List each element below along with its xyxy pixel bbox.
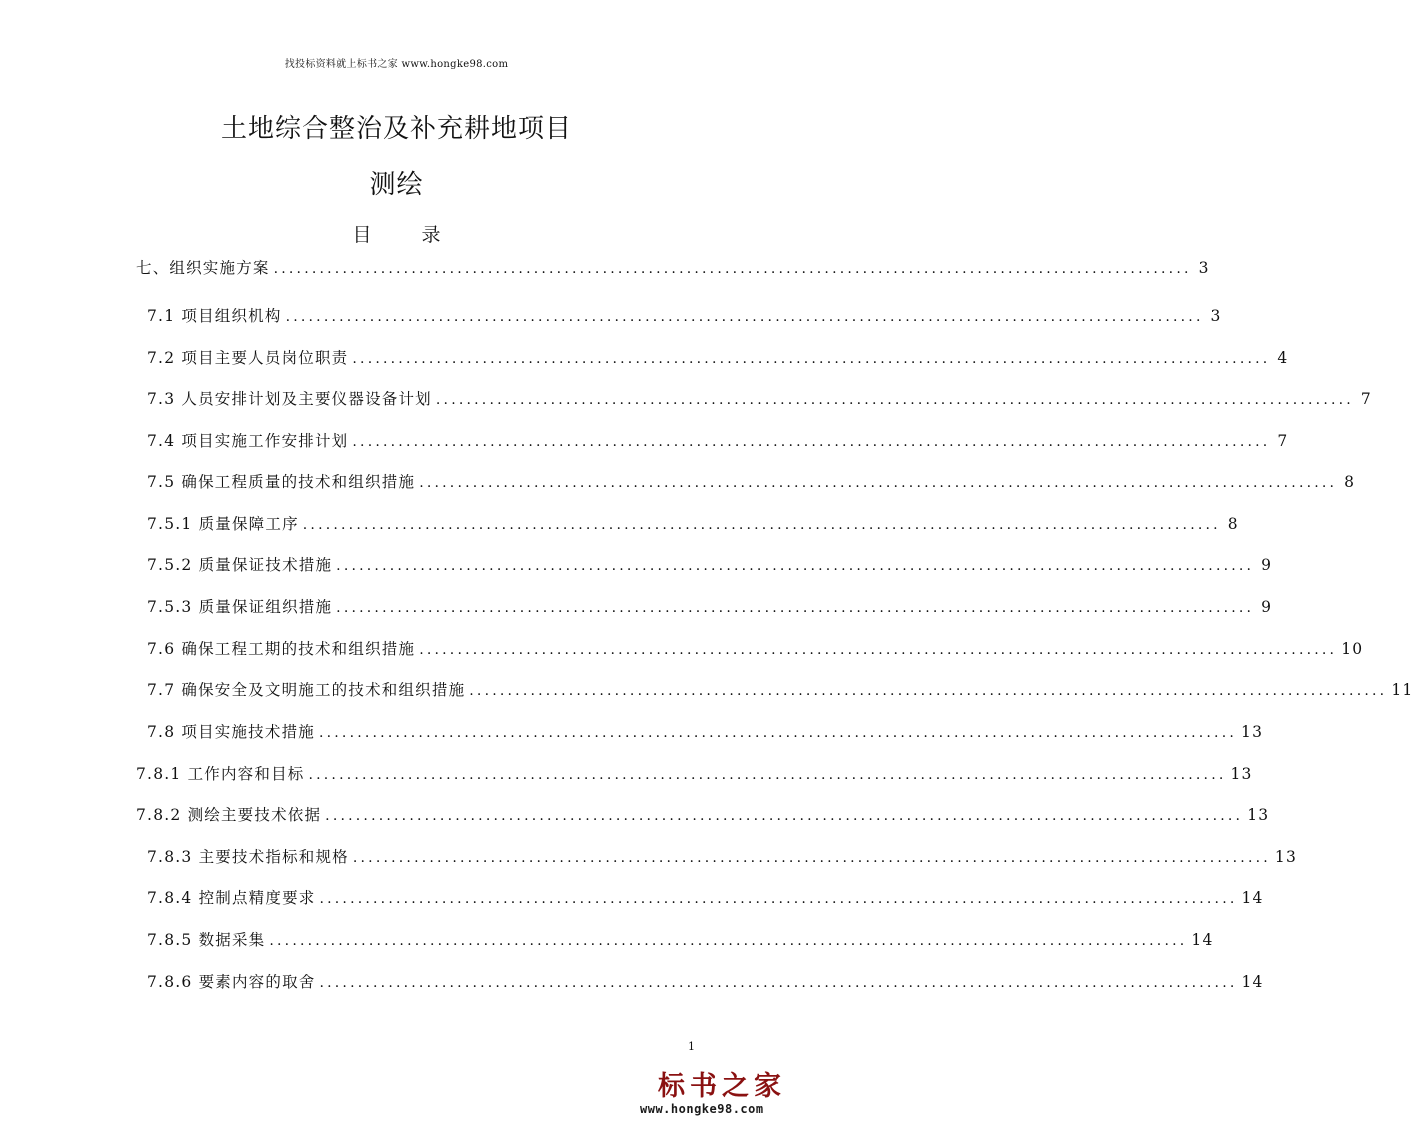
toc-entry-page: 11 xyxy=(1391,681,1413,699)
toc-entry-page: 14 xyxy=(1241,889,1264,907)
toc-leader-dots: ........................................................................................................................ xyxy=(469,683,1388,699)
toc-entry-page: 8 xyxy=(1227,515,1239,533)
toc-leader-dots: ........................................................................................................................ xyxy=(319,975,1238,991)
toc-entry[interactable] xyxy=(147,346,1289,372)
toc-leader-dots: ........................................................................................................................ xyxy=(352,351,1271,367)
toc-entry-page: 10 xyxy=(1341,640,1364,658)
toc-leader-dots: ........................................................................................................................ xyxy=(308,767,1227,783)
site-logo xyxy=(640,1064,790,1118)
toc-entry[interactable] xyxy=(147,886,1264,912)
toc-entry-page: 4 xyxy=(1277,349,1289,367)
toc-entry-label: 7.6 确保工程工期的技术和组织措施 xyxy=(147,640,416,658)
toc-leader-dots: ........................................................................................................................ xyxy=(302,517,1221,533)
toc-entry[interactable] xyxy=(147,595,1273,621)
toc-entry-label: 7.8.1 工作内容和目标 xyxy=(136,765,305,783)
toc-entry-label: 7.1 项目组织机构 xyxy=(147,307,282,325)
toc-entry[interactable] xyxy=(136,803,1270,829)
toc-entry-label: 7.8.4 控制点精度要求 xyxy=(147,889,316,907)
toc-entry-label: 7.3 人员安排计划及主要仪器设备计划 xyxy=(147,390,432,408)
logo-text: 标书之家 xyxy=(658,1071,786,1102)
toc-entry-label: 7.8.3 主要技术指标和规格 xyxy=(147,848,349,866)
toc-entry[interactable] xyxy=(147,637,1364,663)
toc-entry-page: 3 xyxy=(1198,259,1210,277)
toc-entry-page: 8 xyxy=(1344,473,1356,491)
toc-entry[interactable] xyxy=(136,256,1210,282)
toc-leader-dots: ........................................................................................................................ xyxy=(325,808,1244,824)
document-title: 土地综合整治及补充耕地项目 xyxy=(220,114,572,144)
toc-entry[interactable] xyxy=(147,304,1222,330)
toc-entry[interactable] xyxy=(147,928,1214,954)
toc-entry-page: 3 xyxy=(1210,307,1222,325)
toc-entry-label: 七、组织实施方案 xyxy=(136,259,270,277)
toc-entry-label: 7.8 项目实施技术措施 xyxy=(147,723,315,741)
toc-entry-page: 13 xyxy=(1247,806,1270,824)
toc-leader-dots: ........................................................................................................................ xyxy=(319,891,1238,907)
toc-entry-page: 9 xyxy=(1261,598,1273,616)
toc-leader-dots: ........................................................................................................................ xyxy=(419,475,1338,491)
toc-leader-dots: ........................................................................................................................ xyxy=(336,558,1255,574)
toc-leader-dots: ........................................................................................................................ xyxy=(269,933,1188,949)
toc-entry[interactable] xyxy=(147,845,1298,871)
page-number: 1 xyxy=(688,1040,695,1053)
toc-entry-page: 14 xyxy=(1241,973,1264,991)
toc-entry-page: 13 xyxy=(1241,723,1264,741)
toc-entry[interactable] xyxy=(147,970,1264,996)
toc-entry-page: 7 xyxy=(1277,432,1289,450)
toc-leader-dots: ........................................................................................................................ xyxy=(435,392,1354,408)
toc-entry-label: 7.8.2 测绘主要技术依据 xyxy=(136,806,322,824)
toc-entry[interactable] xyxy=(147,387,1372,413)
page-header: 找投标资料就上标书之家 www.hongke98.com xyxy=(284,59,509,70)
toc-entry-page: 13 xyxy=(1230,765,1253,783)
toc-entry[interactable] xyxy=(147,512,1239,538)
toc-entry[interactable] xyxy=(147,678,1413,704)
toc-entry-label: 7.7 确保安全及文明施工的技术和组织措施 xyxy=(147,681,466,699)
toc-entry-page: 14 xyxy=(1191,931,1214,949)
toc-leader-dots: ........................................................................................................................ xyxy=(285,309,1204,325)
toc-entry[interactable] xyxy=(147,553,1273,579)
toc-heading: 目 录 xyxy=(352,224,463,246)
toc-leader-dots: ........................................................................................................................ xyxy=(352,434,1271,450)
toc-entry-label: 7.4 项目实施工作安排计划 xyxy=(147,432,349,450)
toc-entry-page: 9 xyxy=(1261,556,1273,574)
toc-entry-label: 7.8.6 要素内容的取舍 xyxy=(147,973,316,991)
toc-entry-label: 7.8.5 数据采集 xyxy=(147,931,266,949)
toc-entry-page: 13 xyxy=(1274,848,1298,866)
toc-leader-dots: ........................................................................................................................ xyxy=(318,725,1238,741)
toc-entry[interactable] xyxy=(147,720,1264,746)
toc-entry[interactable] xyxy=(147,470,1356,496)
toc-entry-label: 7.5.2 质量保证技术措施 xyxy=(147,556,333,574)
toc-leader-dots: ........................................................................................................................ xyxy=(273,261,1192,277)
toc-leader-dots: ........................................................................................................................ xyxy=(336,600,1255,616)
toc-entry-label: 7.5.1 质量保障工序 xyxy=(147,515,299,533)
toc-leader-dots: ........................................................................................................................ xyxy=(352,850,1271,866)
toc-entry-label: 7.5.3 质量保证组织措施 xyxy=(147,598,333,616)
toc-entry[interactable] xyxy=(147,429,1289,455)
toc-entry-label: 7.2 项目主要人员岗位职责 xyxy=(147,349,349,367)
toc-entry-label: 7.5 确保工程质量的技术和组织措施 xyxy=(147,473,416,491)
logo-url: www.hongke98.com xyxy=(640,1102,764,1116)
toc-entry-page: 7 xyxy=(1360,390,1372,408)
document-subtitle: 测绘 xyxy=(369,170,424,200)
toc-leader-dots: ........................................................................................................................ xyxy=(419,642,1338,658)
toc-entry[interactable] xyxy=(136,762,1253,788)
